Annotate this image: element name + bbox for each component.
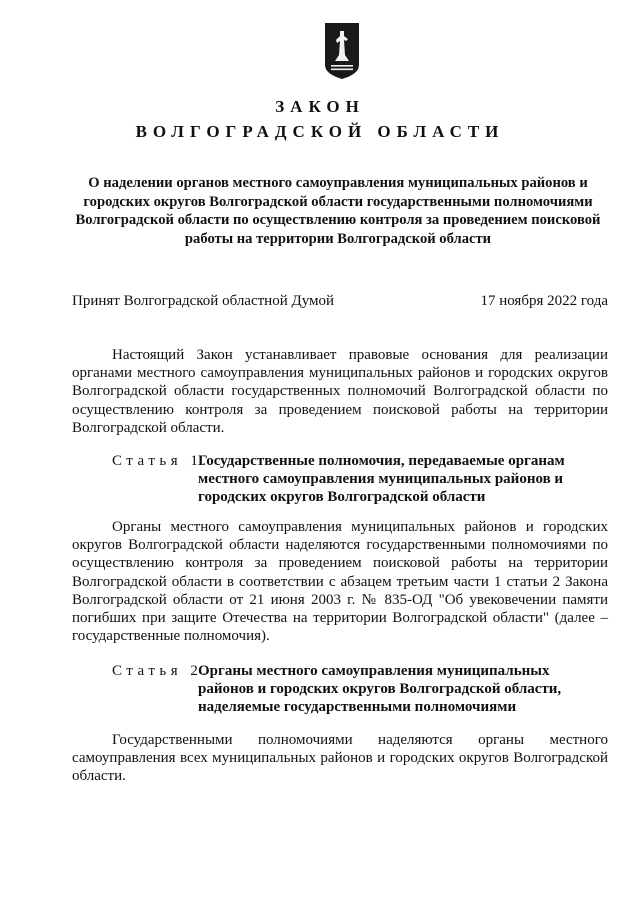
article-1-title: Государственные полномочия, передаваемые органам местного самоуправления муниципальных районов и городских округов Волгоградской области	[198, 453, 565, 505]
coat-of-arms-icon	[323, 21, 361, 81]
article-1-text: Органы местного самоуправления муниципальных районов и городских округов Волгоградской области наделяются государственными полномочиями по осуществлению контроля за проведением поисковой работы на территории Волгоградской области в соответствии с абзацем третьим части 1 статьи 2 Закона Волгоградской области от 21 июня 2003 г. № 835-ОД "Об увековечении памяти погибших при защите Отечества на территории Волгоградской области" (далее – государственные полномочия).	[72, 519, 608, 645]
article-2-title: Органы местного самоуправления муниципальных районов и городских округов Волгоградской области, наделяемые государственными полномочиями	[198, 663, 562, 715]
article-1-heading	[112, 452, 592, 506]
issuing-region-title: ВОЛГОГРАДСКОЙ ОБЛАСТИ	[135, 122, 505, 141]
adoption-date: 17 ноября 2022 года	[480, 293, 608, 309]
adoption-line	[72, 293, 608, 310]
article-2-label: Статья 2.	[112, 663, 211, 679]
document-type-title: ЗАКОН	[275, 97, 365, 116]
article-2-text: Государственными полномочиями наделяются органы местного самоуправления всех муниципальных районов и городских округов Волгоградской области.	[72, 732, 608, 785]
article-2-heading	[112, 662, 592, 716]
article-1-label: Статья 1.	[112, 453, 211, 469]
law-subject-title: О наделении органов местного самоуправления муниципальных районов и городских округов Волгоградской области государственными полномочиями Волгоградской области по осуществлению контроля за проведением поисковой работы на территории Волгоградской области	[75, 175, 601, 247]
adopted-by-text: Принят Волгоградской областной Думой	[72, 293, 335, 309]
preamble-paragraph: Настоящий Закон устанавливает правовые основания для реализации органами местного самоуправления муниципальных районов и городских округов Волгоградской области государственных полномочий Волгоградской области по осуществлению контроля за проведением поисковой работы на территории Волгоградской области.	[72, 347, 608, 436]
